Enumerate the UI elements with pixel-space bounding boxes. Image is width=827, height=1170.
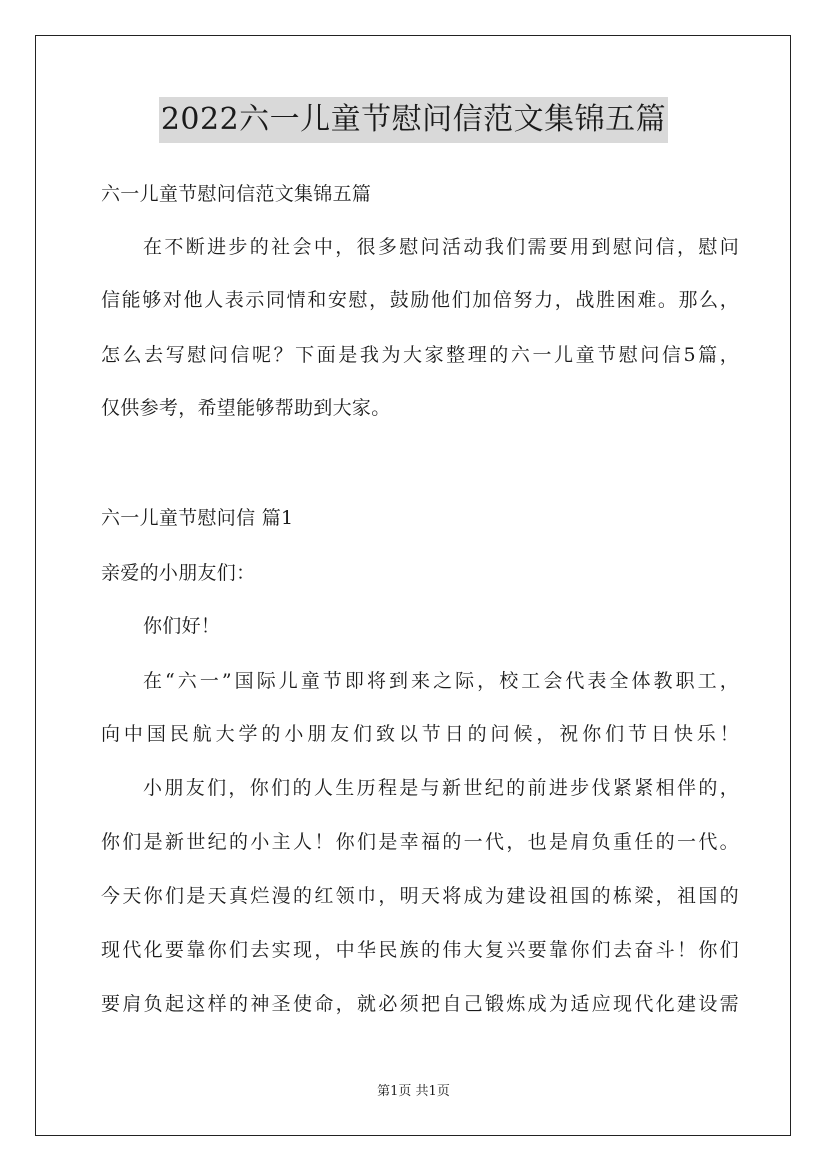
intro-line-4: 仅供参考，希望能够帮助到大家。 (101, 397, 391, 419)
document-title: 2022六一儿童节慰问信范文集锦五篇 (159, 97, 668, 143)
body-line-7: 要肩负起这样的神圣使命，就必须把自己锻炼成为适应现代化建设需 (101, 993, 739, 1015)
letter-heading: 六一儿童节慰问信 篇1 (101, 507, 294, 529)
letter-greeting: 你们好！ (143, 615, 221, 637)
body-line-4: 你们是新世纪的小主人！你们是幸福的一代，也是肩负重任的一代。 (101, 831, 739, 853)
body-line-3: 小朋友们，你们的人生历程是与新世纪的前进步伐紧紧相伴的， (143, 777, 739, 799)
body-line-1: 在“六一”国际儿童节即将到来之际，校工会代表全体教职工， (143, 670, 739, 692)
letter-salutation: 亲爱的小朋友们： (101, 562, 256, 584)
intro-line-3: 怎么去写慰问信呢？下面是我为大家整理的六一儿童节慰问信5篇， (101, 344, 739, 366)
intro-line-1: 在不断进步的社会中，很多慰问活动我们需要用到慰问信，慰问 (143, 236, 739, 258)
title-container (0, 97, 827, 143)
intro-line-2: 信能够对他人表示同情和安慰，鼓励他们加倍努力，战胜困难。那么， (101, 289, 739, 311)
page-number-footer: 第1页 共1页 (377, 1084, 450, 1099)
body-line-5: 今天你们是天真烂漫的红领巾，明天将成为建设祖国的栋梁，祖国的 (101, 885, 739, 907)
body-line-2: 向中国民航大学的小朋友们致以节日的问候，祝你们节日快乐！ (101, 723, 739, 745)
body-line-6: 现代化要靠你们去实现，中华民族的伟大复兴要靠你们去奋斗！你们 (101, 939, 739, 961)
section-heading: 六一儿童节慰问信范文集锦五篇 (101, 183, 372, 205)
